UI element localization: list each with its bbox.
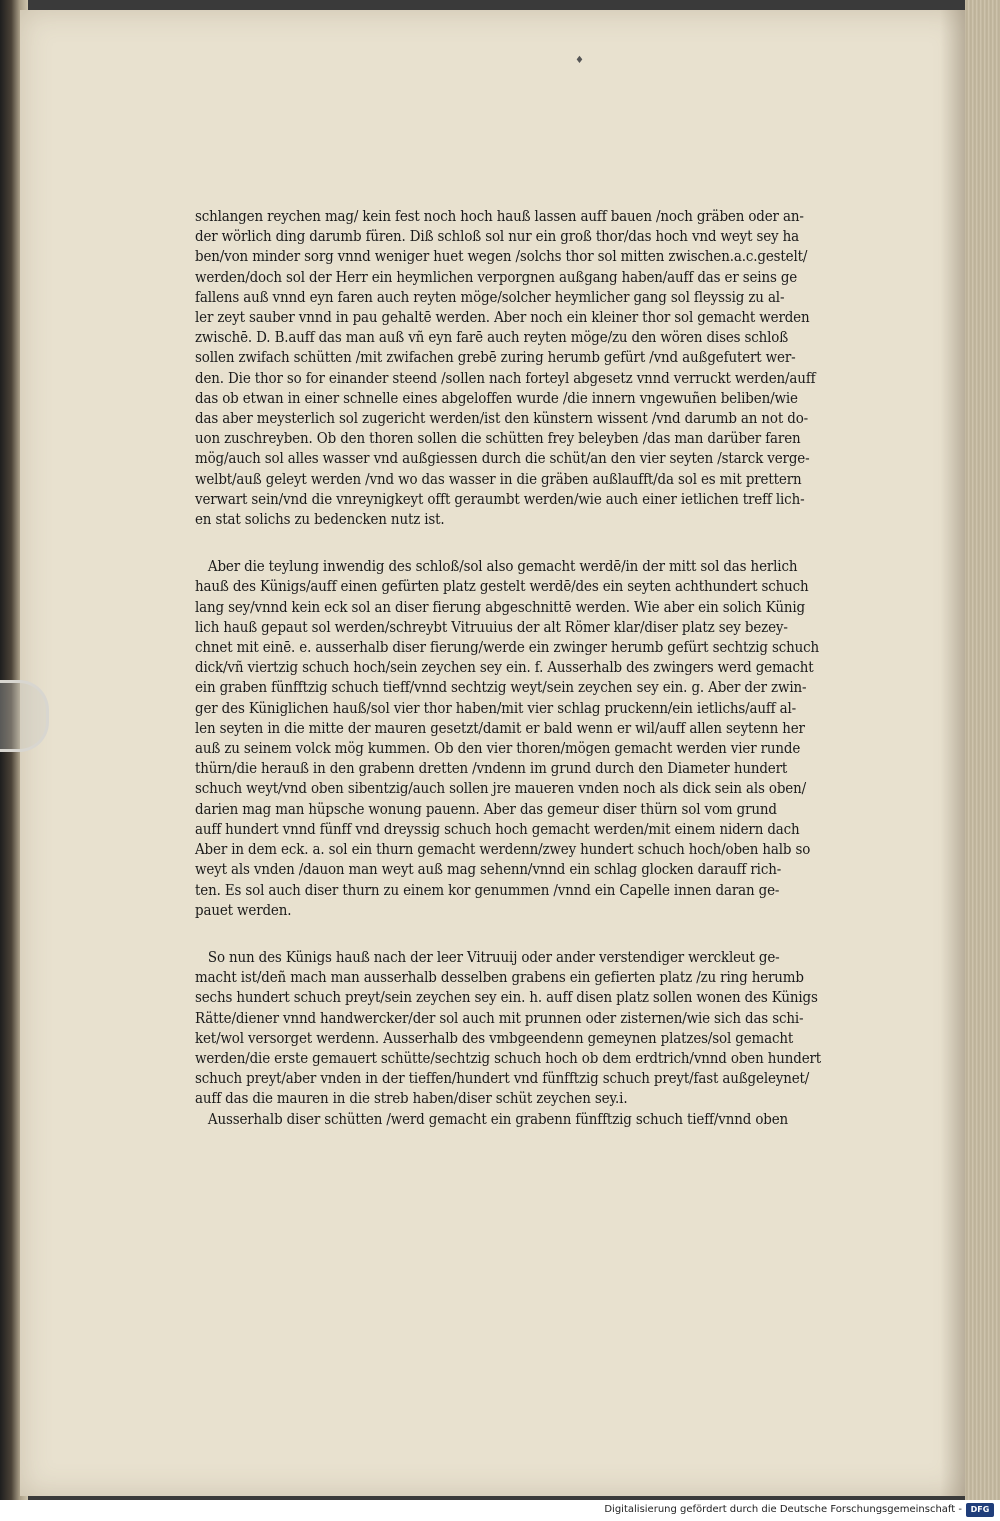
paragraph-3: So nun des Künigs hauß nach der leer Vitruuij oder ander verstendiger werckleut ge- macht ist/deñ mach man ausserhalb desselben grabens ein gefierten platz /zu ring herumb sechs hundert schuch preyt/sein zeychen sey ein. h. auff disen platz sollen wonen des Künigs Rätte/diener vnnd handwercker/der sol auch mit prunnen oder zisternen/wie sich das schi- ket/wol versorget werdenn. Ausserhalb des vmbgeendenn gemeynen platzes/sol gemacht werden/die erste gemauert schütte/sechtzig schuch hoch ob dem erdtrich/vnnd oben hundert schuch preyt/aber vnden in der tieffen/hundert vnd fünfftzig schuch preyt/fast außgeleynet/ auff das die mauren in die streb haben/diser schüt zeychen sey.i. — [195, 948, 822, 1108]
paragraph-2: Aber die teylung inwendig des schloß/sol also gemacht werdē/in der mitt sol das herlich hauß des Künigs/auff einen gefürten platz gestelt werdē/des ein seyten achthundert schuch lang sey/vnnd kein eck sol an diser fierung abgeschnittē werden. Wie aber ein solich Künig lich hauß gepaut sol werden/schreybt Vitruuius der alt Römer klar/diser platz sey bezey- chnet mit einē. e. ausserhalb diser fierung/werde ein zwinger herumb gefürt sechtzig schuch dick/vñ viertzig schuch hoch/sein zeychen sey ein. f. Ausserhalb des zwingers werd gemacht ein graben fünfftzig schuch tieff/vnnd sechtzig weyt/sein zeychen sey ein. g. Aber der zwin- ger des Küniglichen hauß/sol vier thor haben/mit vier schlag pruckenn/ein ietlichs/auff al- len seyten in die mitte der mauren gesetzt/damit er bald wenn er wil/auff allen seytenn her auß zu seinem volck mög kummen. Ob den vier thoren/mögen gemacht werden vier runde thürn/die herauß in den grabenn dretten /vndenn im grund durch den Diameter hundert schuch weyt/vnd oben sibentzig/auch sollen jre maueren vnden noch als dick sein als oben/ darien mag man hüpsche wonung pauenn. Aber das gemeur diser thürn sol vom grund auff hundert vnnd fünff vnd dreyssig schuch hoch gemacht werden/mit einem nidern dach Aber in dem eck. a. sol ein thurn gemacht werdenn/zwey hundert schuch hoch/oben halb so weyt als vnden /dauon man weyt auß mag sehenn/vnnd ein schlag glocken darauff rich- ten. Es sol auch diser thurn zu einem kor genummen /vnnd ein Capelle innen daran ge- pauet werden. — [195, 558, 820, 919]
paragraph-4: Ausserhalb diser schütten /werd gemacht ein grabenn fünfftzig schuch tieff/vnnd oben — [207, 1110, 789, 1128]
text-block — [195, 207, 845, 1130]
footer-bar — [0, 1500, 1000, 1521]
page-clip — [0, 680, 49, 752]
paragraph-1: schlangen reychen mag/ kein fest noch hoch hauß lassen auff bauen /noch gräben oder an- der wörlich ding darumb füren. Diß schloß sol nur ein groß thor/das hoch vnd weyt sey ha ben/von minder sorg vnnd weniger huet wegen /solchs thor sol mitten zwischen.a.c.gestelt/ werden/doch sol der Herr ein heymlichen verporgnen außgang haben/auff das er seins ge fallens auß vnnd eyn faren auch reyten möge/solcher heymlicher gang sol fleyssig zu al- ler zeyt sauber vnnd in pau gehaltē werden. Aber noch ein kleiner thor sol gemacht werden zwischē. D. B.auff das man auß vñ eyn farē auch reyten möge/zu den wören dises schloß sollen zwifach schütten /mit zwifachen grebē zuring herumb gefürt /vnd außgefutert wer- den. Die thor so for einander steend /sollen nach forteyl abgesetz vnnd verruckt werden/auff das ob etwan in einer schnelle eines abgeloffen wurde /die innern vngewuñen beliben/wie das aber meysterlich sol zugericht werden/ist den künstern wissent /vnd darumb an not do- uon zuschreyben. Ob den thoren sollen die schütten frey beleyben /das man darüber faren mög/auch sol alles wasser vnd außgiessen durch die schüt/an den vier seyten /starck verge- welbt/auß geleyt werden /vnd wo das wasser in die gräben außlaufft/da sol es mit prettern verwart sein/vnd die vnreynigkeyt offt geraumbt werden/wie auch einer ietlichen treff lich- en stat solichs zu bedencken nutz ist. — [195, 208, 816, 529]
page-gutter-shadow — [940, 10, 965, 1496]
page-mark: ♦ — [575, 55, 584, 66]
footer-credit: Digitalisierung gefördert durch die Deutsche Forschungsgemeinschaft - — [604, 1504, 962, 1515]
page-stack-edge — [965, 0, 1000, 1500]
dfg-logo-icon: DFG — [966, 1503, 994, 1517]
